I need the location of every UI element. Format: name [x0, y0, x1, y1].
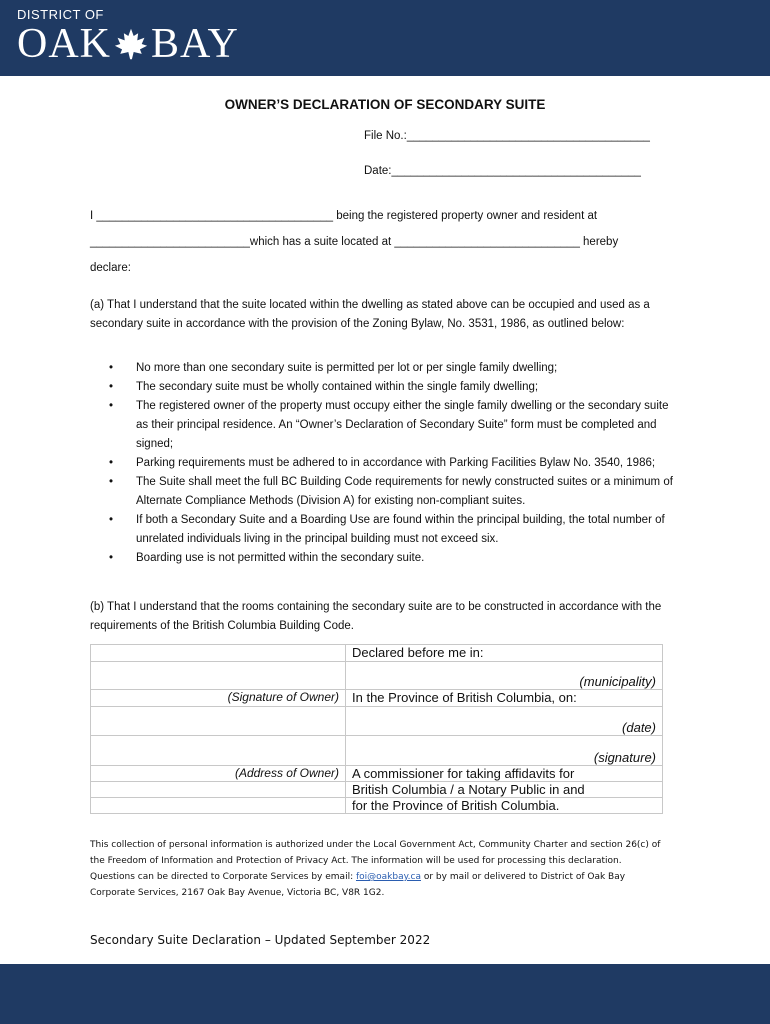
owner-signature-blank[interactable] — [91, 662, 346, 690]
empty-cell — [91, 798, 346, 814]
bullet-icon: • — [109, 552, 114, 564]
maple-leaf-icon — [113, 27, 149, 61]
bullet-icon: • — [109, 514, 114, 526]
footer-band — [0, 964, 770, 1024]
bullet-icon: • — [109, 362, 114, 374]
privacy-footnote — [90, 837, 690, 901]
logo-oak: OAK — [17, 21, 111, 67]
commissioner-line-1: A commissioner for taking affidavits for — [346, 766, 663, 782]
page-title: OWNER’S DECLARATION OF SECONDARY SUITE — [224, 97, 546, 112]
signature-label: (signature) — [593, 750, 656, 765]
updated-note: Secondary Suite Declaration – Updated September 2022 — [90, 933, 431, 947]
commissioner-line-2: British Columbia / a Notary Public in and — [346, 782, 663, 798]
owner-name-line[interactable]: I _____________________________________ being the registered property owner and resident at — [90, 210, 598, 222]
logo-district-of: DISTRICT OF — [17, 7, 104, 22]
bullet-icon: • — [109, 381, 114, 393]
bullet-icon: • — [109, 476, 114, 488]
footnote-line: Questions can be directed to Corporate Services by email: foi@oakbay.ca or by mail or delivered to District of Oak Bay — [90, 872, 626, 882]
list-item: • No more than one secondary suite is permitted per lot or per single family dwelling; — [136, 359, 680, 378]
commissioner-line-3: for the Province of British Columbia. — [346, 798, 663, 814]
conditions-list — [90, 359, 680, 568]
list-item: • If both a Secondary Suite and a Boarding Use are found within the principal building, the total number of unrelated individuals living in the principal building must not exceed six. — [136, 511, 680, 549]
logo-bay: BAY — [151, 21, 239, 67]
date-field[interactable]: Date:_______________________________________ — [364, 165, 641, 177]
bullet-icon: • — [109, 400, 114, 412]
address-blank[interactable] — [91, 707, 346, 736]
list-item: • Parking requirements must be adhered to in accordance with Parking Facilities Bylaw No. 3540, 1986; — [136, 454, 680, 473]
date-label: (date) — [622, 720, 656, 735]
declare-text: declare: — [90, 262, 131, 274]
municipality-field[interactable] — [346, 662, 663, 690]
list-item: • Boarding use is not permitted within the secondary suite. — [136, 549, 680, 568]
file-number-field[interactable]: File No.:______________________________________ — [364, 130, 650, 142]
signature-field[interactable] — [346, 736, 663, 766]
declaration-table — [90, 644, 663, 814]
municipality-label: (municipality) — [579, 674, 656, 689]
footnote-line: the Freedom of Information and Protection of Privacy Act. The information will be used for processing this declaration. — [90, 856, 622, 866]
address-line[interactable]: _________________________which has a suite located at _____________________________ hereby — [90, 236, 619, 248]
list-item: • The registered owner of the property must occupy either the single family dwelling or the secondary suite as their principal residence. An “Owner’s Declaration of Secondary Suite” form must be completed and signed; — [136, 397, 680, 454]
date-sign-field[interactable] — [346, 707, 663, 736]
district-logo — [17, 8, 239, 66]
owner-signature-blank-top[interactable] — [91, 645, 346, 662]
paragraph-b: (b) That I understand that the rooms containing the secondary suite are to be constructed in accordance with the requirements of the British Columbia Building Code. — [90, 601, 662, 632]
address-blank-2[interactable] — [91, 736, 346, 766]
bullet-icon: • — [109, 457, 114, 469]
list-item: • The secondary suite must be wholly contained within the single family dwelling; — [136, 378, 680, 397]
empty-cell — [91, 782, 346, 798]
email-link[interactable]: foi@oakbay.ca — [355, 872, 421, 882]
province-on-label: In the Province of British Columbia, on: — [346, 690, 663, 707]
address-owner-label: (Address of Owner) — [91, 766, 346, 782]
footnote-line: Corporate Services, 2167 Oak Bay Avenue, Victoria BC, V8R 1G2. — [90, 888, 385, 898]
footnote-line: This collection of personal information is authorized under the Local Government Act, Community Charter and section 26(c) of — [90, 840, 661, 850]
list-item: • The Suite shall meet the full BC Building Code requirements for newly constructed suites or a minimum of Alternate Compliance Methods (Division A) for existing non-compliant suites. — [136, 473, 680, 511]
signature-owner-label: (Signature of Owner) — [91, 690, 346, 707]
declared-before-label: Declared before me in: — [346, 645, 663, 662]
paragraph-a: (a) That I understand that the suite located within the dwelling as stated above can be occupied and used as a secondary suite in accordance with the provision of the Zoning Bylaw, No. 3531, 1986, as outlined below: — [90, 299, 650, 330]
